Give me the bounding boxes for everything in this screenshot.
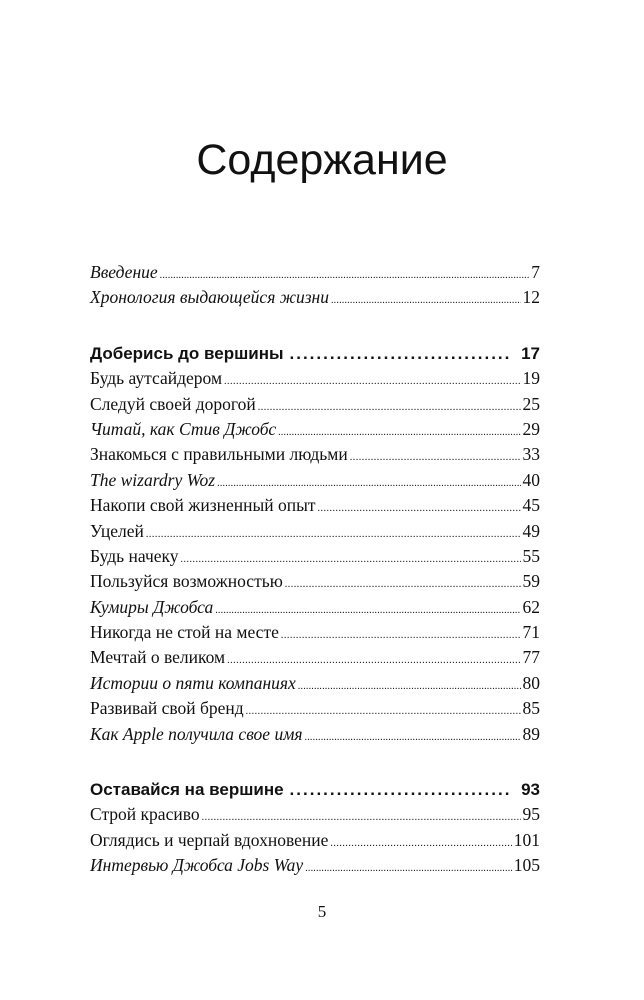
toc-entry-page: 12 [522,287,540,308]
toc-entry-page: 45 [522,495,540,516]
dot-leader [298,674,521,699]
toc-entry-page: 17 [521,343,540,363]
toc-entry [90,392,540,417]
toc-entry [90,442,540,467]
toc-entry-label: Будь аутсайдером [90,368,223,389]
toc-entry-label: Уцелей [90,520,144,541]
toc-entry-page: 59 [522,571,540,592]
toc-entry-page: 19 [522,368,540,389]
toc-entry-label: Хронология выдающейся жизни [90,287,329,308]
page-title: Содержание [196,136,448,184]
toc-entry [90,519,540,544]
toc-entry-label: Накопи свой жизненный опыт [90,495,316,516]
dot-leader [285,572,521,597]
dot-leader [290,341,510,366]
toc-entry-page: 7 [531,262,540,282]
dot-leader [146,522,521,547]
toc-chapter-entry [90,341,540,366]
toc-entry-page: 29 [522,418,540,439]
dot-leader [290,777,510,802]
toc-entry-page: 49 [522,520,540,541]
toc-entry [90,828,540,853]
toc-entry-page: 62 [522,596,540,617]
toc-entry-page: 85 [522,698,540,719]
toc-entry-page: 33 [522,444,540,465]
toc-entry [90,802,540,827]
dot-leader [305,856,512,881]
dot-leader [305,725,521,750]
toc-entry [90,620,540,645]
toc-entry-label: Читай, как Стив Джобс [90,418,277,439]
toc-entry-label: Доберись до вершины [90,343,284,363]
toc-entry-page: 80 [522,672,540,693]
toc-entry-label: The wizardry Woz [90,469,216,490]
dot-leader [281,623,521,648]
toc-entry [90,260,540,285]
toc-entry-label: Строй красиво [90,804,200,825]
toc-entry-page: 77 [522,647,540,668]
dot-leader [350,445,521,470]
toc-entry-page: 25 [522,393,540,414]
toc-entry-page: 40 [522,469,540,490]
toc-entry [90,569,540,594]
toc-entry-label: Оставайся на вершине [90,780,284,800]
toc-entry [90,285,540,310]
toc-entry-label: Как Apple получила свое имя [90,723,303,744]
toc-entry-page: 93 [521,780,540,800]
toc-entry-label: Оглядись и черпай вдохновение [90,829,329,850]
page-number: 5 [317,902,327,921]
dot-leader [330,831,511,856]
toc-entry-label: Следуй своей дорогой [90,393,256,414]
toc-entry-label: Кумиры Джобса [90,596,214,617]
dot-leader [258,395,521,420]
toc-entry-page: 105 [513,855,540,876]
toc-entry [90,544,540,569]
toc-entry-page: 55 [522,545,540,566]
toc-entry-label: Развивай свой бренд [90,698,244,719]
dot-leader [224,369,520,394]
toc-entry [90,366,540,391]
toc-chapter-entry [90,777,540,802]
toc-entry [90,722,540,747]
toc-entry [90,645,540,670]
table-of-contents [90,260,540,879]
dot-leader [318,496,521,521]
toc-entry [90,853,540,878]
toc-entry [90,417,540,442]
toc-entry [90,671,540,696]
toc-entry [90,468,540,493]
toc-entry-label: Пользуйся возможностью [90,571,283,592]
toc-entry-page: 101 [513,829,540,850]
toc-entry-label: Знакомься с правильными людьми [90,444,348,465]
toc-entry-page: 95 [522,804,540,825]
toc-entry-label: Никогда не стой на месте [90,622,279,643]
toc-entry-label: Истории о пяти компаниях [90,672,296,693]
toc-entry [90,595,540,620]
toc-entry-label: Мечтай о великом [90,647,226,668]
dot-leader [331,288,521,313]
toc-entry [90,696,540,721]
toc-entry-label: Будь начеку [90,545,179,566]
toc-entry [90,493,540,518]
toc-entry-page: 89 [522,723,540,744]
toc-entry-page: 71 [522,622,540,643]
toc-entry-label: Введение [90,262,158,282]
toc-entry-label: Интервью Джобса Jobs Way [90,855,304,876]
